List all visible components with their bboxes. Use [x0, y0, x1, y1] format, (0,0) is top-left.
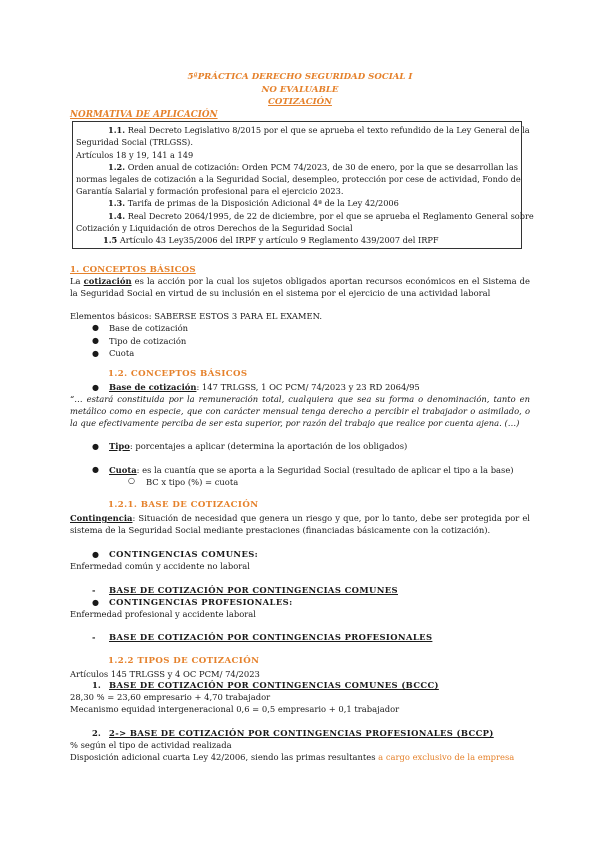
disposicion-adicional: Disposición adicional cuarta Ley 42/2006, siendo las primas resultantes a cargo exclusivo de la empresa [70, 752, 515, 762]
cotizacion-definition: La cotización es la acción por la cual los sujetos obligados aportan recursos económicos en el Sistema de la Seguridad Social en virtud de su inclusión en el sistema por el ejercicio de una actividad laboral [70, 276, 531, 298]
item-1-number: 1. [92, 680, 101, 690]
bullet-icon: ● [92, 336, 99, 345]
dash-marker: - [92, 632, 96, 642]
mecanismo-equidad: Mecanismo equidad intergeneracional 0,6 = 0,5 empresario + 0,1 trabajador [70, 704, 400, 714]
bullet-icon: ● [92, 465, 99, 474]
bullet-icon: ● [92, 383, 99, 392]
title-line-3: COTIZACIÓN [268, 97, 332, 107]
contingencias-profesionales-text: Enfermedad profesional y accidente laboral [70, 609, 256, 619]
tipos-articulos: Artículos 145 TRLGSS y 4 OC PCM/ 74/2023 [70, 669, 260, 679]
norm-item-4-line1: 1.4. Real Decreto 2064/1995, de 22 de diciembre, por el que se aprueba el Reglamento General sobre [108, 211, 534, 221]
bccp-actividad: % según el tipo de actividad realizada [70, 740, 232, 750]
bullet-icon: ● [92, 550, 99, 559]
norm-item-5: 1.5 Artículo 43 Ley35/2006 del IRPF y artículo 9 Reglamento 439/2007 del IRPF [103, 235, 439, 245]
title-line-1: 5ªPRÁCTICA DERECHO SEGURIDAD SOCIAL I [187, 72, 413, 82]
bullet-icon: ● [92, 323, 99, 332]
circle-bullet-icon: ○ [128, 476, 135, 485]
section-1-2-1-heading: 1.2.1. BASE DE COTIZACIÓN [108, 500, 259, 510]
bccp-label: BASE DE COTIZACIÓN POR CONTINGENCIAS PROFESIONALES [109, 632, 433, 642]
section-1-2-heading: 1.2. CONCEPTOS BÁSICOS [108, 369, 248, 379]
bccp-tipos-label: 2-> BASE DE COTIZACIÓN POR CONTINGENCIAS PROFESIONALES (BCCP) [109, 728, 494, 738]
item-2-number: 2. [92, 728, 101, 738]
cuota-line: Cuota: es la cuantía que se aporta a la Seguridad Social (resultado de aplicar el tipo a la base) [109, 465, 514, 475]
norm-item-3: 1.3. Tarifa de primas de la Disposición Adicional 4ª de la Ley 42/2006 [108, 198, 399, 208]
norm-item-2-line1: 1.2. Orden anual de cotización: Orden PCM 74/2023, de 30 de enero, por la que se desarrollan las [108, 162, 518, 172]
list-item-base: Base de cotización [109, 323, 189, 333]
base-cotizacion-quote: “… estará constituida por la remuneración total, cualquiera que sea su forma o denominación, tanto en metálico como en especie, que con carácter mensual tenga derecho a percibir el trabajador o asimilado, o la que efectivamente perciba de ser esta superior, por razón del trabajo que realice por cuenta ajena. (…) [70, 394, 530, 428]
norm-item-2-line3: Garantía Salarial y formación profesional para el ejercicio 2023. [76, 186, 344, 196]
document-title [0, 71, 600, 109]
base-cotizacion-line: Base de cotización: 147 TRLGSS, 1 OC PCM/ 74/2023 y 23 RD 2064/95 [109, 382, 420, 392]
contingencias-comunes-text: Enfermedad común y accidente no laboral [70, 561, 250, 571]
norm-item-2-line2: normas legales de cotización a la Seguridad Social, desempleo, protección por cese de actividad, Fondo de [76, 174, 521, 184]
normativa-heading: NORMATIVA DE APLICACIÓN [70, 110, 218, 120]
bccc-label: BASE DE COTIZACIÓN POR CONTINGENCIAS COMUNES [109, 585, 399, 595]
dash-marker: - [92, 585, 96, 595]
tipo-line: Tipo: porcentajes a aplicar (determina la aportación de los obligados) [109, 441, 408, 451]
bccc-tipos-label: BASE DE COTIZACIÓN POR CONTINGENCIAS COMUNES (BCCC) [109, 680, 439, 690]
bullet-icon: ● [92, 598, 99, 607]
contingencias-profesionales-label: CONTINGENCIAS PROFESIONALES: [109, 597, 293, 607]
section-1-heading: 1. CONCEPTOS BÁSICOS [70, 265, 196, 275]
section-1-2-2-heading: 1.2.2 TIPOS DE COTIZACIÓN [108, 656, 260, 666]
contingencia-definition: Contingencia: Situación de necesidad que genera un riesgo y que, por lo tanto, debe ser protegida por el sistema de la Seguridad Social mediante prestaciones (financiadas básicamente con la cotización). [70, 513, 530, 535]
norm-item-1-line1: 1.1. Real Decreto Legislativo 8/2015 por el que se aprueba el texto refundido de la Ley General de la [108, 125, 530, 135]
norm-item-1-articulos: Artículos 18 y 19, 141 a 149 [76, 150, 194, 160]
bullet-icon: ● [92, 442, 99, 451]
list-item-cuota: Cuota [109, 348, 135, 358]
norm-item-4-line2: Cotización y Liquidación de otros Derechos de la Seguridad Social [76, 223, 353, 233]
bccc-rate: 28,30 % = 23,60 empresario + 4,70 trabajador [70, 692, 271, 702]
elementos-basicos: Elementos básicos: SABERSE ESTOS 3 PARA EL EXAMEN. [70, 311, 323, 321]
title-line-2: NO EVALUABLE [261, 84, 339, 95]
bullet-icon: ● [92, 349, 99, 358]
list-item-tipo: Tipo de cotización [109, 336, 187, 346]
norm-item-1-line2: Seguridad Social (TRLGSS). [76, 137, 193, 147]
contingencias-comunes-label: CONTINGENCIAS COMUNES: [109, 549, 259, 559]
cuota-formula: BC x tipo (%) = cuota [146, 477, 239, 487]
